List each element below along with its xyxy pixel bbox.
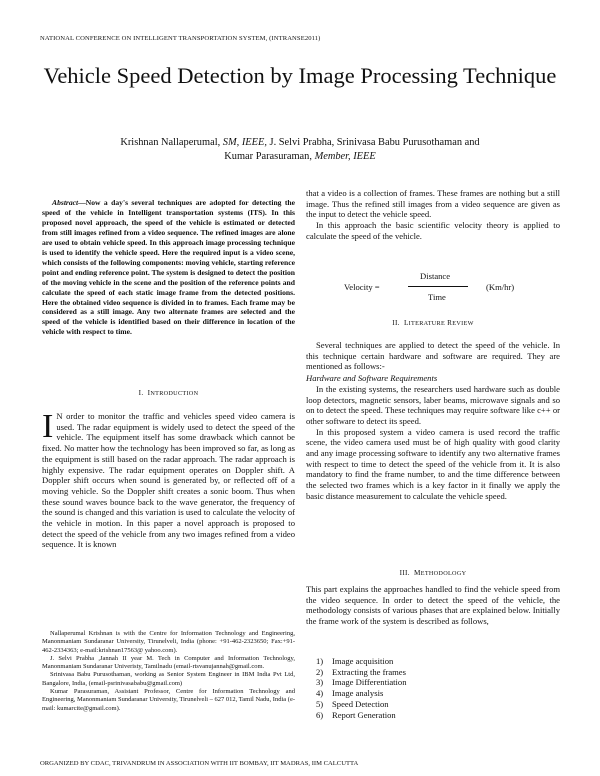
section-title-rest: ETHODOLOGY bbox=[420, 570, 467, 577]
paragraph: In this approach the basic scientific velocity theory is applied to calculate the speed of the vehicle. bbox=[306, 220, 560, 241]
introduction-text: N order to monitor the traffic and vehicles speed video camera is used. The radar equipment is widely used to detect the speed of the vehicle. The equipment itself has some drawback which cannot be fixed. No matter how the technology has been improved so far, as long as the equipment is still based on the radar approach. The radar approach is highly expensive. The radar equipment operates on Doppler shift. A Doppler shift occurs when sound is generated by, or reflected off of a moving vehicle. So the Doppler shift creates a sonic boom. Thus when these sound waves bounce back to the wave generator, the frequency of the sound is changed and this variation is used to calculate the velocity of the vehicle in motion. In this paper a novel approach is proposed to detect the speed of the vehicle from any two images refined from a video sequence. It is known bbox=[42, 411, 295, 550]
list-text: Image acquisition bbox=[332, 656, 394, 666]
list-item bbox=[306, 688, 560, 699]
list-item bbox=[306, 699, 560, 710]
list-text: Speed Detection bbox=[332, 698, 389, 709]
list-text: Report Generation bbox=[332, 709, 396, 720]
footnote: Nallaperumal Krishnan is with the Centre for Information Technology and Engineering, Manonmaniam Sundaranar University, Tirunelveli, India (phone: +91-462-2323650; Fax:+91-462-2334363; e-mail:krishnan17563@ yahoo.com). bbox=[42, 630, 295, 654]
section-title-rest: EVIEW bbox=[452, 320, 474, 327]
section-heading-literature-review bbox=[306, 319, 560, 327]
section-title-initial: M bbox=[414, 569, 421, 577]
section-number: III. bbox=[399, 569, 410, 577]
footnote: Kumar Parasuraman, Assistant Professor, Centre for Information Technology and Engineering, Manonmaniam Sundaranar University, Tirunelveli – 627 012, Tamil Nadu, India (e-mail: kumarcite@gmail.com). bbox=[42, 688, 295, 712]
author-affil: SM, IEEE, bbox=[222, 137, 267, 148]
paragraph: In this proposed system a video camera is used record the traffic scene, the video camera used must be of high quality with good clarity and any image processing software to identify any two alternative frames with respect to time to detect the speed of the vehicle from it. It is also mandatory to find the frame number, to and the time difference between the selected two frames which is a key factor in it finally we apply the basic distance measurement to calculate the vehicle speed. bbox=[306, 426, 560, 501]
list-text: Image analysis bbox=[332, 688, 384, 699]
list-item bbox=[306, 710, 560, 721]
author-text: J. Selvi Prabha, Srinivasa Babu Purusothaman and bbox=[266, 137, 480, 148]
list-number: 5) bbox=[316, 698, 324, 709]
author-text: Kumar Parasuraman, bbox=[224, 151, 315, 162]
footnotes bbox=[42, 630, 295, 713]
paragraph: This part explains the approaches handled to find the vehicle speed from the video sequence. In order to detect the speed of the vehicle, the methodology consists of various phases that are explained below. Initially the frame work of the system is described as follows, bbox=[306, 584, 560, 627]
list-item bbox=[306, 677, 560, 688]
literature-review-body bbox=[306, 340, 560, 502]
introduction-paragraph bbox=[42, 408, 295, 550]
formula-numerator: Distance bbox=[420, 271, 451, 281]
methodology-body bbox=[306, 584, 560, 627]
list-number: 1) bbox=[316, 656, 324, 666]
section-heading-methodology bbox=[306, 569, 560, 577]
footnote: J. Selvi Prabha ,Jannah II year M. Tech in Computer and Information Technology, Manonmaniam Sundaranar Univeristy, Tamilnadu (email-rtsvanujannah@gmail.com. bbox=[42, 654, 295, 671]
formula-denominator: Time bbox=[428, 292, 446, 302]
formula-lhs: Velocity = bbox=[344, 282, 380, 292]
section-number: I. bbox=[138, 389, 144, 397]
abstract-text: —Now a day's several techniques are adopted for detecting the speed of the vehicle in Intelligent transportation systems (ITS). In this proposed novel approach, the speed of the vehicle is estimated or detected from still images refined from a video sequence. The refined images are alone are used to obtain vehicle speed. In this approach image processing technique is used to identify the vehicle speed. Here the required input is a video scene, which consists of the following components: moving vehicle, starting reference point and ending reference point. The system is designed to detect the position of the moving vehicle in the scene and the position of the reference points and calculate the speed of each static image frame from the detected positions. Here the obtained video sequence is divided in to frames. Each frame may be considered as a still image. Any two alternate frames are selected and the speed of the vehicle is identified based on their difference in location of the vehicle with respect to time. bbox=[42, 198, 295, 337]
list-number: 4) bbox=[316, 688, 324, 699]
running-footer: ORGANIZED BY CDAC, TRIVANDRUM IN ASSOCIATION WITH IIT BOMBAY, IIT MADRAS, IIM CALCUTTA bbox=[40, 760, 359, 767]
drop-cap: I bbox=[42, 408, 54, 445]
section-title-rest: NTRODUCTION bbox=[150, 390, 199, 397]
section-title-initial: L bbox=[403, 319, 409, 327]
right-column-intro-cont bbox=[306, 188, 560, 242]
list-text: Image Differentiation bbox=[332, 677, 407, 688]
abstract bbox=[42, 198, 295, 337]
running-header: NATIONAL CONFERENCE ON INTELLIGENT TRANSPORTATION SYSTEM, (INTRANSE2011) bbox=[40, 35, 321, 42]
abstract-label: Abstract bbox=[52, 198, 79, 207]
paragraph: Several techniques are applied to detect the speed of the vehicle. In this technique certain hardware and software are required. They are mentioned as follows:- bbox=[306, 340, 560, 372]
list-item bbox=[306, 656, 560, 667]
section-title-rest: ITERATURE bbox=[408, 320, 446, 327]
paper-title: Vehicle Speed Detection by Image Processing Technique bbox=[43, 63, 557, 88]
methodology-steps bbox=[306, 656, 560, 720]
list-item bbox=[306, 667, 560, 678]
author-list bbox=[40, 136, 560, 164]
author-text: Krishnan Nallaperumal, bbox=[120, 137, 223, 148]
subsection-heading: Hardware and Software Requirements bbox=[306, 373, 438, 384]
section-title-initial: I bbox=[147, 389, 151, 397]
paragraph: that a video is a collection of frames. These frames are nothing but a still image. Thus the refined still images from a video sequence are given as the input to detect the vehicle speed. bbox=[306, 188, 560, 220]
list-text: Extracting the frames bbox=[332, 666, 406, 677]
list-number: 2) bbox=[316, 666, 324, 677]
fraction-bar bbox=[408, 286, 468, 287]
list-number: 3) bbox=[316, 677, 324, 688]
formula-unit: (Km/hr) bbox=[486, 282, 515, 292]
section-heading-introduction bbox=[42, 389, 295, 397]
velocity-formula bbox=[344, 271, 544, 308]
author-affil: Member, IEEE bbox=[314, 151, 376, 162]
footnote: Srinivasa Babu Purusothaman, working as Senior System Engineer in IBM India Pvt Ltd, Bangalore, India, (email-psrinivasababu@gmail.com) bbox=[42, 671, 295, 687]
list-number: 6) bbox=[316, 709, 324, 720]
section-title-initial: R bbox=[447, 319, 453, 327]
section-number: II. bbox=[392, 319, 400, 327]
paragraph: In the existing systems, the researchers used hardware such as double loop detectors, magnetic sensors, laber beams, microwave signals and so on to detect the speed. These techniques may require software like c++ or other software to detect its speed. bbox=[306, 383, 560, 426]
